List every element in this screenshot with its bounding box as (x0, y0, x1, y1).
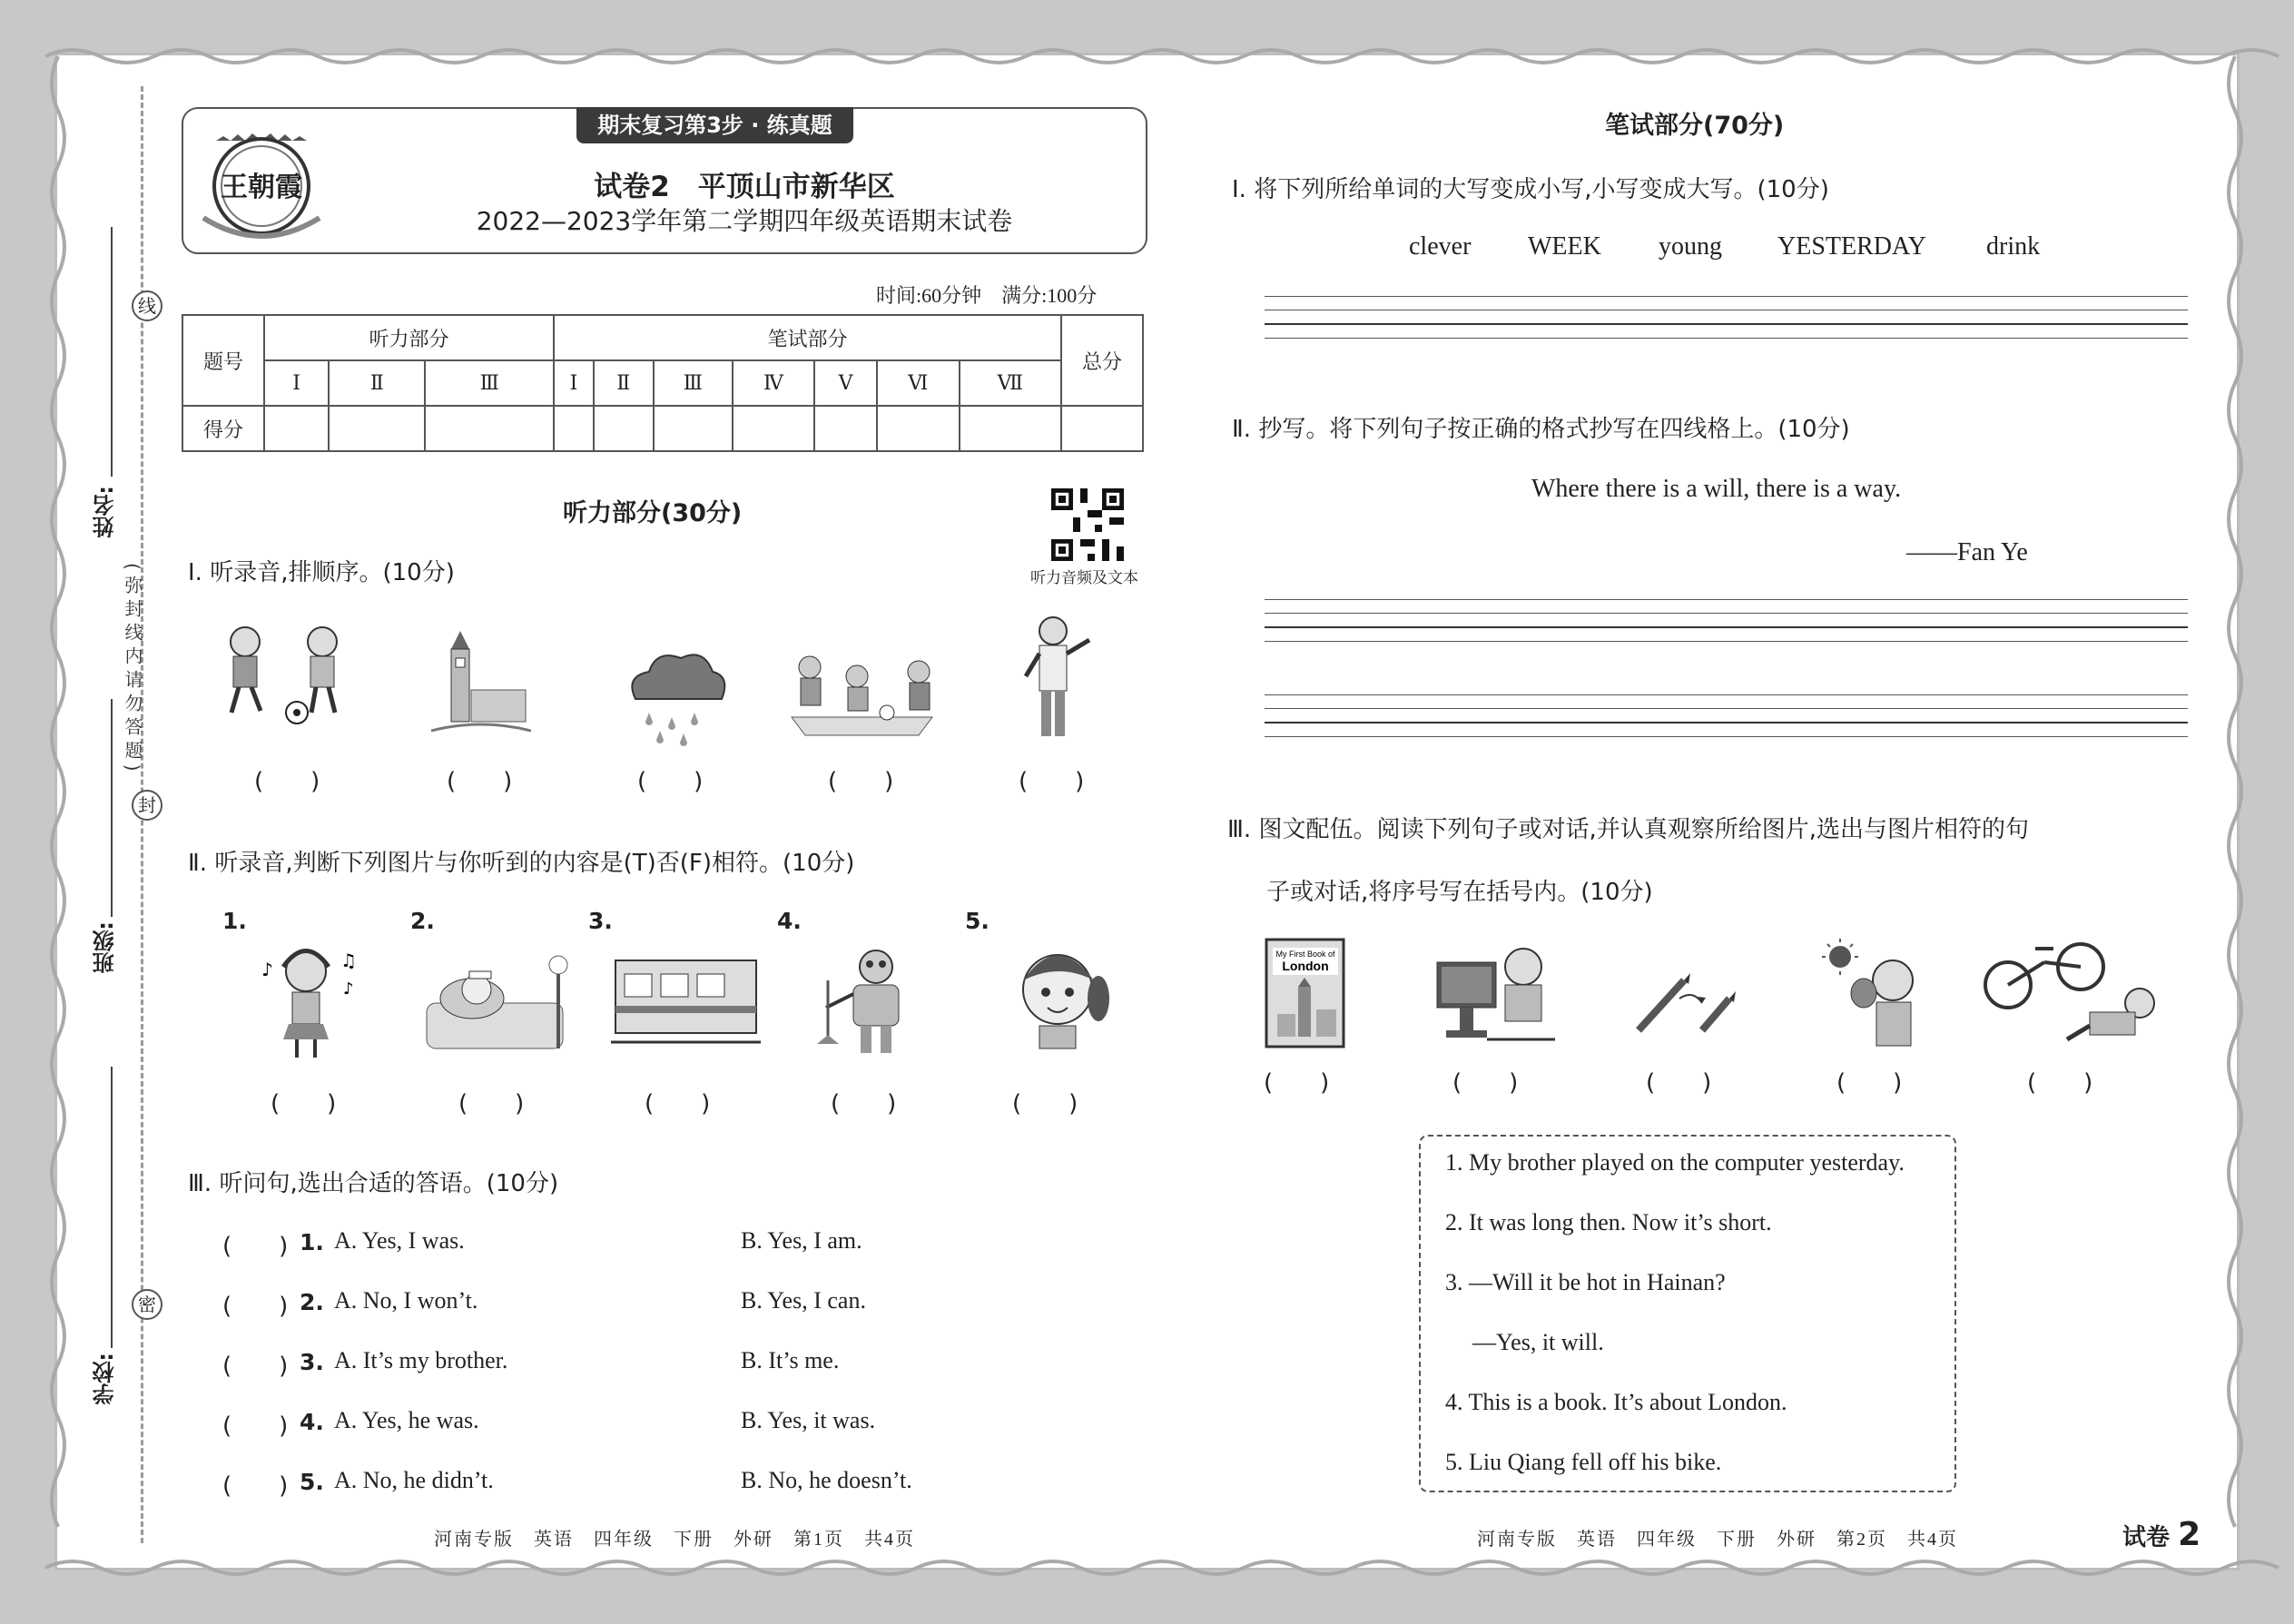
option-sentence: 4. This is a book. It’s about London. (1445, 1389, 1787, 1415)
paper-tag-label: 试卷 (2122, 1524, 2171, 1551)
review-step-tab: 期末复习第3步 · 练真题 (576, 107, 853, 143)
svg-text:♪: ♪ (261, 959, 273, 980)
man-shrug-picture (1017, 613, 1103, 744)
answer-paren[interactable]: ( ) (222, 1412, 289, 1440)
binding-note: (弥封线内请勿答题) (122, 563, 143, 777)
writing-title: 笔试部分(70分) (1605, 112, 1785, 140)
score-cell[interactable] (877, 406, 960, 451)
writing-col: Ⅳ (733, 360, 814, 406)
score-cell[interactable] (329, 406, 425, 451)
sentence-options-box (1419, 1135, 1956, 1492)
word-item: drink (1986, 232, 2041, 261)
answer-paren[interactable]: ( ) (831, 1090, 897, 1117)
boy-fell-bike-picture (1981, 935, 2167, 1048)
score-cell[interactable] (654, 406, 733, 451)
option-b: B. No, he doesn’t. (741, 1467, 912, 1493)
writing-col: Ⅴ (814, 360, 877, 406)
answer-paren[interactable]: ( ) (1019, 768, 1085, 795)
total-header: 总分 (1061, 315, 1143, 406)
option-a: A. Yes, I was. (334, 1227, 465, 1254)
score-cell[interactable] (264, 406, 329, 451)
class-label: 班级: (93, 921, 118, 974)
qr-label: 听力音频及文本 (1030, 569, 1138, 587)
listening-header: 听力部分 (264, 315, 554, 360)
girl-ponytail-picture (1008, 940, 1112, 1053)
four-line-grid[interactable] (1265, 296, 2188, 351)
q3-number: 5. (300, 1469, 324, 1495)
writing-col: Ⅰ (554, 360, 594, 406)
score-cell[interactable] (1061, 406, 1143, 451)
name-label: 姓名: (93, 486, 118, 538)
london-book-picture (1264, 937, 1350, 1050)
option-b: B. It’s me. (741, 1347, 840, 1373)
listening-col: Ⅰ (264, 360, 329, 406)
answer-paren[interactable]: ( ) (458, 1090, 525, 1117)
answer-paren[interactable]: ( ) (222, 1233, 289, 1260)
q2-number: 1. (222, 908, 247, 934)
school-label: 学校: (93, 1353, 118, 1405)
paper-tag (2122, 1516, 2200, 1553)
listening-col: Ⅲ (425, 360, 553, 406)
option-a: A. No, he didn’t. (334, 1467, 494, 1493)
q3-number: 3. (300, 1349, 324, 1375)
publisher-logo-icon (198, 118, 325, 241)
word-item: YESTERDAY (1777, 232, 1926, 261)
option-sentence: —Yes, it will. (1472, 1329, 1604, 1355)
footer-left: 河南专版 英语 四年级 下册 外研 第1页 共4页 (434, 1530, 915, 1550)
writing-col: Ⅶ (960, 360, 1061, 406)
listening-q2-heading: Ⅱ. 听录音,判断下列图片与你听到的内容是(T)否(F)相符。(10分) (188, 850, 855, 877)
answer-paren[interactable]: ( ) (447, 768, 513, 795)
time-info: 时间:60分钟 满分:100分 (876, 284, 1098, 307)
four-line-grid[interactable] (1265, 599, 2188, 655)
school-write-line[interactable] (111, 1067, 113, 1348)
q3-number: 4. (300, 1409, 324, 1435)
score-cell[interactable] (425, 406, 553, 451)
listening-q3-heading: Ⅲ. 听问句,选出合适的答语。(10分) (188, 1170, 559, 1197)
picnic-picture (783, 640, 941, 740)
svg-text:My First Book of: My First Book of (1275, 950, 1335, 959)
q2-number: 2. (410, 908, 435, 934)
q2-number: 3. (588, 908, 613, 934)
writing-col: Ⅲ (654, 360, 733, 406)
answer-paren[interactable]: ( ) (645, 1090, 711, 1117)
answer-paren[interactable]: ( ) (222, 1472, 289, 1500)
writing-header: 笔试部分 (554, 315, 1061, 360)
copy-sentence: Where there is a will, there is a way. (1531, 475, 1902, 503)
kids-soccer-picture (213, 622, 368, 726)
answer-paren[interactable]: ( ) (254, 768, 320, 795)
answer-paren[interactable]: ( ) (1836, 1069, 1903, 1097)
svg-text:王朝霞: 王朝霞 (221, 172, 302, 203)
girl-music-picture (254, 940, 359, 1062)
bind-mark-secret: 密 (132, 1289, 162, 1320)
option-a: A. Yes, he was. (334, 1407, 479, 1433)
option-a: A. It’s my brother. (334, 1347, 508, 1373)
score-cell[interactable] (554, 406, 594, 451)
name-write-line[interactable] (111, 227, 113, 477)
writing-col: Ⅱ (594, 360, 654, 406)
boy-hot-sun-picture (1820, 937, 1934, 1050)
qr-code-icon[interactable] (1051, 488, 1124, 561)
bind-mark-seal: 封 (132, 790, 162, 821)
writing-q1-heading: Ⅰ. 将下列所给单词的大写变成小写,小写变成大写。(10分) (1232, 176, 1829, 203)
svg-text:♪: ♪ (343, 979, 354, 999)
q2-number: 4. (777, 908, 802, 934)
word-item: WEEK (1528, 232, 1601, 261)
writing-col: Ⅵ (877, 360, 960, 406)
svg-text:London: London (1282, 959, 1329, 973)
long-short-pencil-picture (1634, 971, 1738, 1035)
option-b: B. Yes, it was. (741, 1407, 876, 1433)
listening-title: 听力部分(30分) (563, 499, 743, 527)
robot-sweeping-picture (808, 944, 944, 1062)
option-b: B. Yes, I can. (741, 1287, 866, 1314)
score-table (182, 314, 1144, 452)
boy-sick-bed-picture (422, 949, 586, 1058)
class-write-line[interactable] (111, 699, 113, 917)
footer-right: 河南专版 英语 四年级 下册 外研 第2页 共4页 (1477, 1530, 1958, 1550)
train-picture (611, 951, 761, 1047)
option-sentence: 1. My brother played on the computer yesterday. (1445, 1149, 1905, 1176)
q3-number: 2. (300, 1289, 324, 1315)
bind-mark-line: 线 (132, 290, 162, 321)
tower-city-picture (431, 626, 531, 740)
score-cell[interactable] (960, 406, 1061, 451)
answer-paren[interactable]: ( ) (1012, 1090, 1078, 1117)
option-sentence: 2. It was long then. Now it’s short. (1445, 1209, 1772, 1235)
writing-q3-heading-cont: 子或对话,将序号写在括号内。(10分) (1266, 879, 1653, 906)
option-sentence: 5. Liu Qiang fell off his bike. (1445, 1449, 1722, 1475)
listening-q1-heading: Ⅰ. 听录音,排顺序。(10分) (188, 559, 455, 586)
answer-paren[interactable]: ( ) (271, 1090, 337, 1117)
boy-computer-picture (1433, 940, 1560, 1048)
score-cell[interactable] (594, 406, 654, 451)
four-line-grid[interactable] (1265, 694, 2188, 750)
option-a: A. No, I won’t. (334, 1287, 478, 1314)
score-cell[interactable] (814, 406, 877, 451)
option-sentence: 3. —Will it be hot in Hainan? (1445, 1269, 1726, 1295)
answer-paren[interactable]: ( ) (2027, 1069, 2093, 1097)
rain-cloud-picture (622, 645, 726, 749)
word-item: clever (1409, 232, 1472, 261)
answer-paren[interactable]: ( ) (222, 1293, 289, 1320)
listening-col: Ⅱ (329, 360, 425, 406)
q2-number: 5. (965, 908, 989, 934)
exam-title: 试卷2 平顶山市新华区 (594, 171, 895, 203)
answer-paren[interactable]: ( ) (222, 1353, 289, 1380)
option-b: B. Yes, I am. (741, 1227, 862, 1254)
svg-text:♫: ♫ (340, 950, 357, 971)
answer-paren[interactable]: ( ) (1646, 1069, 1712, 1097)
score-row-label: 得分 (182, 406, 264, 451)
word-item: young (1659, 232, 1722, 261)
writing-q2-heading: Ⅱ. 抄写。将下列句子按正确的格式抄写在四线格上。(10分) (1232, 416, 1850, 443)
sentence-author: ——Fan Ye (1906, 538, 2028, 566)
exam-subtitle: 2022—2023学年第二学期四年级英语期末试卷 (476, 206, 1013, 236)
answer-paren[interactable]: ( ) (1264, 1069, 1330, 1097)
answer-paren[interactable]: ( ) (637, 768, 704, 795)
answer-paren[interactable]: ( ) (1452, 1069, 1519, 1097)
score-cell[interactable] (733, 406, 814, 451)
writing-q3-heading: Ⅲ. 图文配伍。阅读下列句子或对话,并认真观察所给图片,选出与图片相符的句 (1227, 816, 2029, 843)
answer-paren[interactable]: ( ) (828, 768, 894, 795)
paper-tag-number: 2 (2178, 1516, 2201, 1553)
q3-number: 1. (300, 1229, 324, 1255)
col-question-label: 题号 (182, 315, 264, 406)
